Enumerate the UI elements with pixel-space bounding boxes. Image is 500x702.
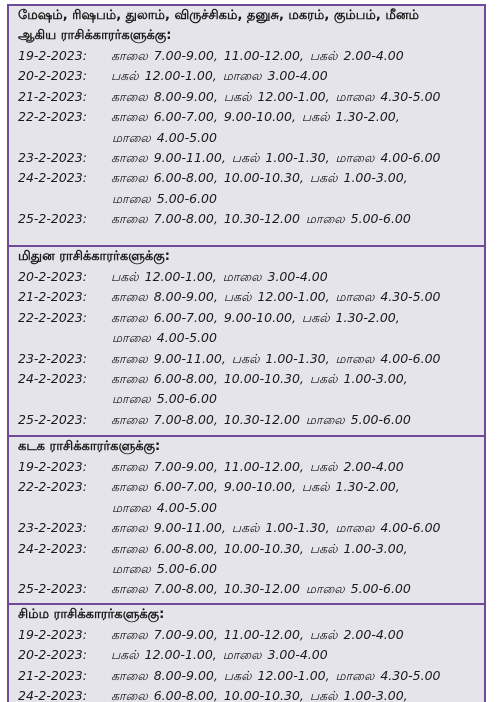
entry-times: காலை 7.00-8.00, 10.30-12.00 மாலை 5.00-6.00 xyxy=(111,211,411,227)
time-entry-continuation xyxy=(9,559,484,579)
rasi-section xyxy=(7,437,486,605)
entry-times: காலை 6.00-8.00, 10.00-10.30, பகல் 1.00-3.00, xyxy=(111,170,408,186)
entry-times: காலை 8.00-9.00, பகல் 12.00-1.00, மாலை 4.30-5.00 xyxy=(111,289,441,305)
time-entry xyxy=(9,349,484,369)
rasi-section xyxy=(7,4,486,247)
entry-times: பகல் 12.00-1.00, மாலை 3.00-4.00 xyxy=(111,647,328,663)
entry-date: 21-2-2023: xyxy=(18,289,87,305)
entry-times: காலை 8.00-9.00, பகல் 12.00-1.00, மாலை 4.30-5.00 xyxy=(111,667,441,683)
time-entry xyxy=(9,66,484,86)
time-entry xyxy=(9,666,484,686)
entry-times: காலை 8.00-9.00, பகல் 12.00-1.00, மாலை 4.30-5.00 xyxy=(111,88,441,104)
entry-times: காலை 9.00-11.00, பகல் 1.00-1.30, மாலை 4.00-6.00 xyxy=(111,350,441,366)
section-header: மேஷம், ரிஷபம், துலாம், விருச்சிகம், தனுசு, மகரம், கும்பம், மீனம் xyxy=(18,8,419,23)
time-entry xyxy=(9,579,484,599)
section-header: கடக ராசிக்காரர்களுக்கு: xyxy=(18,439,161,454)
entry-times: காலை 9.00-11.00, பகல் 1.00-1.30, மாலை 4.00-6.00 xyxy=(111,520,441,536)
entry-times-continued: மாலை 4.00-5.00 xyxy=(112,129,217,145)
entry-date: 22-2-2023: xyxy=(18,109,87,125)
time-entry-continuation xyxy=(9,189,484,209)
entry-date: 24-2-2023: xyxy=(18,540,87,556)
time-entry-continuation xyxy=(9,389,484,409)
entry-times: காலை 6.00-8.00, 10.00-10.30, பகல் 1.00-3.00, xyxy=(111,688,408,702)
entry-date: 24-2-2023: xyxy=(18,370,87,386)
entry-date: 23-2-2023: xyxy=(18,350,87,366)
time-entry xyxy=(9,107,484,127)
time-entry-continuation xyxy=(9,128,484,148)
time-entry xyxy=(9,518,484,538)
entry-date: 19-2-2023: xyxy=(18,459,87,474)
entry-times: காலை 6.00-7.00, 9.00-10.00, பகல் 1.30-2.00, xyxy=(111,109,400,125)
time-entry xyxy=(9,477,484,497)
section-header: மிதுன ராசிக்காரர்களுக்கு: xyxy=(18,249,170,264)
entry-date: 21-2-2023: xyxy=(18,667,87,683)
entry-times: காலை 7.00-9.00, 11.00-12.00, பகல் 2.00-4.00 xyxy=(111,627,404,642)
time-entry xyxy=(9,209,484,229)
time-entry xyxy=(9,308,484,328)
entry-times: காலை 9.00-11.00, பகல் 1.00-1.30, மாலை 4.00-6.00 xyxy=(111,149,441,165)
time-entry-continuation xyxy=(9,498,484,518)
entry-times: பகல் 12.00-1.00, மாலை 3.00-4.00 xyxy=(111,269,328,284)
entry-date: 25-2-2023: xyxy=(18,211,87,227)
entry-times: பகல் 12.00-1.00, மாலை 3.00-4.00 xyxy=(111,68,328,84)
entry-times-continued: மாலை 4.00-5.00 xyxy=(112,330,217,346)
entry-date: 24-2-2023: xyxy=(18,688,87,702)
entry-date: 20-2-2023: xyxy=(18,647,87,663)
rasi-section xyxy=(7,247,486,437)
time-entry xyxy=(9,625,484,645)
entry-times: காலை 6.00-7.00, 9.00-10.00, பகல் 1.30-2.00, xyxy=(111,479,400,495)
entry-date: 25-2-2023: xyxy=(18,411,87,427)
time-entry xyxy=(9,539,484,559)
entry-date: 23-2-2023: xyxy=(18,520,87,536)
entry-times: காலை 7.00-8.00, 10.30-12.00 மாலை 5.00-6.00 xyxy=(111,411,411,427)
entry-times: காலை 6.00-7.00, 9.00-10.00, பகல் 1.30-2.00, xyxy=(111,309,400,325)
entry-times: காலை 7.00-8.00, 10.30-12.00 மாலை 5.00-6.00 xyxy=(111,581,411,597)
entry-times-continued: மாலை 5.00-6.00 xyxy=(112,190,217,206)
entry-date: 20-2-2023: xyxy=(18,269,87,284)
section-header: சிம்ம ராசிக்காரர்களுக்கு: xyxy=(18,607,165,622)
time-entry xyxy=(9,148,484,168)
entry-date: 22-2-2023: xyxy=(18,479,87,495)
entry-date: 23-2-2023: xyxy=(18,149,87,165)
entry-date: 19-2-2023: xyxy=(18,627,87,642)
time-entry xyxy=(9,46,484,66)
time-entry xyxy=(9,168,484,188)
time-entry xyxy=(9,686,484,702)
entry-times: காலை 6.00-8.00, 10.00-10.30, பகல் 1.00-3.00, xyxy=(111,540,408,556)
entry-times-continued: மாலை 5.00-6.00 xyxy=(112,560,217,576)
entry-times: காலை 7.00-9.00, 11.00-12.00, பகல் 2.00-4.00 xyxy=(111,48,404,63)
time-entry xyxy=(9,410,484,430)
entry-date: 22-2-2023: xyxy=(18,309,87,325)
time-entry-continuation xyxy=(9,328,484,348)
entry-date: 20-2-2023: xyxy=(18,68,87,84)
entry-times: காலை 6.00-8.00, 10.00-10.30, பகல் 1.00-3.00, xyxy=(111,370,408,386)
time-entry xyxy=(9,287,484,307)
entry-date: 19-2-2023: xyxy=(18,48,87,63)
time-entry xyxy=(9,267,484,287)
rasi-section xyxy=(7,605,486,702)
time-entry xyxy=(9,369,484,389)
entry-date: 21-2-2023: xyxy=(18,88,87,104)
entry-date: 25-2-2023: xyxy=(18,581,87,597)
time-entry xyxy=(9,457,484,477)
entry-times: காலை 7.00-9.00, 11.00-12.00, பகல் 2.00-4.00 xyxy=(111,459,404,474)
entry-times-continued: மாலை 4.00-5.00 xyxy=(112,499,217,515)
entry-date: 24-2-2023: xyxy=(18,170,87,186)
section-header: ஆகிய ராசிக்காரர்களுக்கு: xyxy=(18,28,172,43)
time-entry xyxy=(9,645,484,665)
time-entry xyxy=(9,87,484,107)
entry-times-continued: மாலை 5.00-6.00 xyxy=(112,391,217,407)
